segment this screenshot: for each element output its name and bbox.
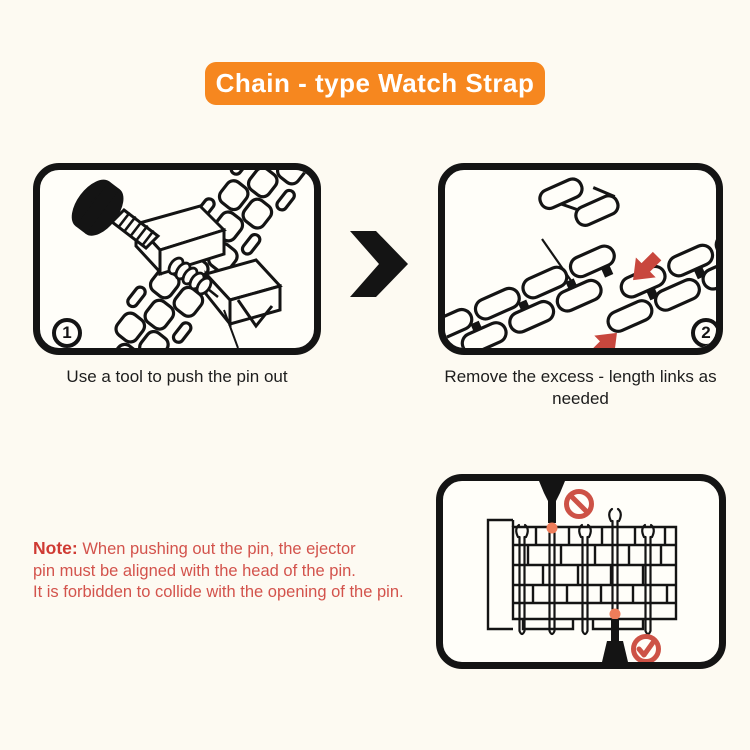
note-line1: When pushing out the pin, the ejector xyxy=(82,540,356,558)
page-title: Chain - type Watch Strap xyxy=(205,62,545,105)
contact-point-dot xyxy=(547,523,558,534)
removed-link-drawing xyxy=(537,170,621,239)
step2-caption-line2: as needed xyxy=(552,367,717,408)
note-line3: It is forbidden to collide with the opening of the pin. xyxy=(33,583,404,601)
note-text xyxy=(33,538,445,604)
ejector-tool-bottom xyxy=(611,619,619,643)
pin-pushing-tool-illustration xyxy=(40,170,314,348)
ejector-tool-handle xyxy=(602,641,628,662)
check-icon xyxy=(634,637,659,662)
step1-panel xyxy=(33,163,321,355)
no-entry-icon xyxy=(567,492,592,517)
contact-point-dot xyxy=(610,609,621,620)
pin-alignment-diagram xyxy=(443,481,719,662)
step2-panel xyxy=(438,163,723,355)
ejector-tool-top xyxy=(539,481,565,523)
step-number-badge-1: 1 xyxy=(52,318,82,348)
step2-caption xyxy=(428,366,733,410)
step1-caption: Use a tool to push the pin out xyxy=(66,367,288,386)
right-strap-segment xyxy=(594,221,716,335)
note-line2: pin must be aligned with the head of the pin. xyxy=(33,561,356,580)
next-step-chevron-icon xyxy=(350,231,408,297)
pin-alignment-detail-panel xyxy=(436,474,726,669)
link-removal-illustration xyxy=(445,170,716,348)
tool-knob xyxy=(64,172,132,243)
step2-caption-line1: Remove the excess - length links xyxy=(444,367,694,386)
tool-lower-bracket xyxy=(206,260,280,348)
left-strap-segment xyxy=(445,243,628,348)
note-label: Note: xyxy=(33,538,78,558)
step-number-badge-2: 2 xyxy=(691,318,721,348)
